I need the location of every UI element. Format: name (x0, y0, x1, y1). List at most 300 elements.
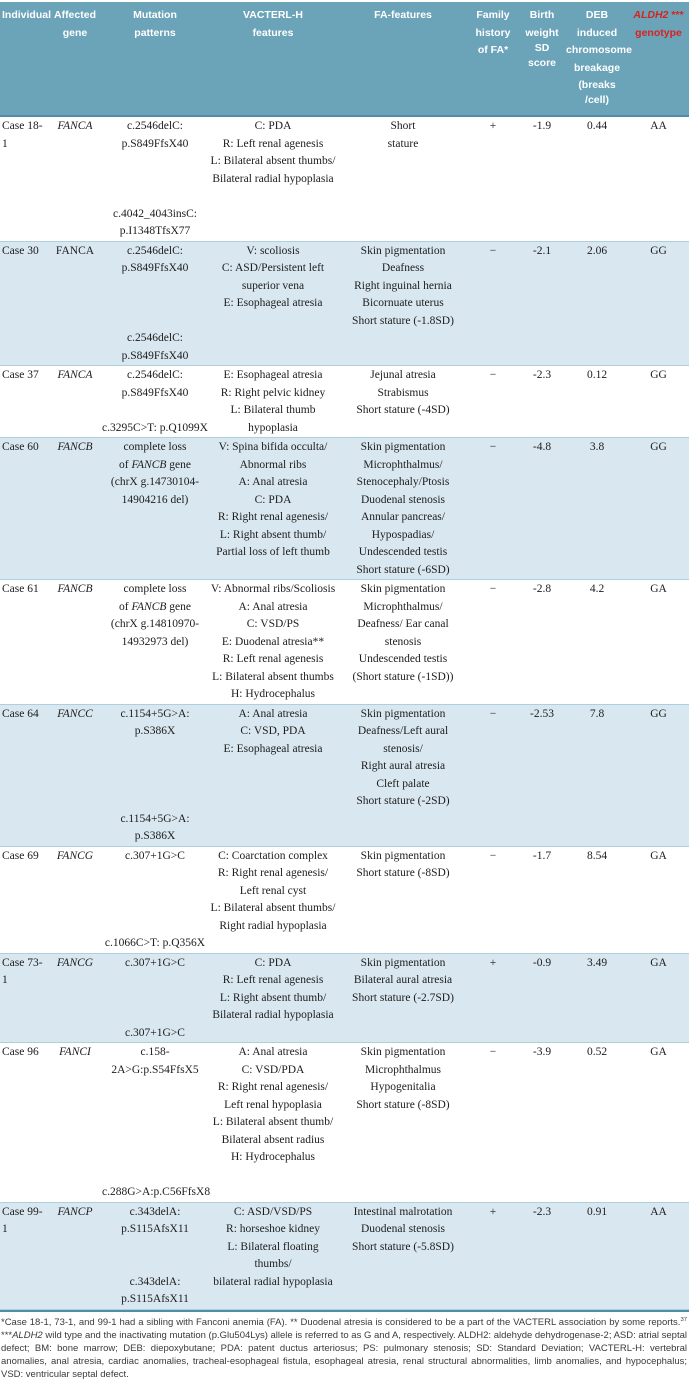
fa-features-line (338, 474, 468, 492)
text-segment: (chrX g.14730104-14904216 del) (110, 476, 200, 506)
table-row-case-37 (0, 366, 689, 438)
text-segment: C: PDA (254, 493, 292, 506)
vacterl-line (208, 1204, 338, 1222)
family-history-cell (468, 847, 518, 953)
fa-features-line (338, 1044, 468, 1062)
vacterl-line (208, 367, 338, 385)
deb-line (566, 848, 628, 866)
text-segment: c.1066C>T: p.Q356X (104, 937, 206, 949)
mutation-cell (102, 1043, 211, 1202)
text-segment: Case 69 (2, 849, 39, 862)
spacer-line (102, 313, 208, 331)
mutation-line (102, 348, 208, 366)
fa-features-line (338, 793, 468, 811)
spacer-line (102, 918, 208, 936)
birth-weight-cell (518, 1043, 566, 1202)
fa-features-line (338, 972, 468, 990)
text-segment: GG (650, 369, 667, 381)
mutation-line (102, 223, 208, 241)
header-line (468, 26, 518, 44)
family-history-cell (468, 1043, 518, 1202)
aldh2-line (628, 955, 689, 973)
fa-features-line (338, 1079, 468, 1097)
table-row-case-73-1 (0, 954, 689, 1044)
text-segment: V: Abnormal ribs/Scoliosis (210, 583, 336, 595)
text-segment: c.2546delC: p.S849FfsX40 (121, 120, 189, 150)
table-row-case-96 (0, 1043, 689, 1203)
text-segment: A: Anal atresia (238, 600, 308, 613)
vacterl-line (208, 1079, 338, 1097)
text-segment: gene (166, 600, 191, 613)
text-segment: Deafness/Left aural stenosis/ (357, 725, 449, 755)
aldh2-cell (628, 847, 689, 953)
family-history-line (468, 1204, 518, 1222)
text-segment: c.4042_4043insC: (112, 207, 197, 220)
text-segment: L: Bilateral absent thumbs (212, 670, 334, 683)
vacterl-line (208, 118, 338, 136)
header-line (48, 8, 102, 26)
mutation-line (102, 439, 208, 457)
family-history-line (468, 367, 518, 385)
text-segment: -3.9 (532, 1046, 552, 1058)
spacer-line (102, 1007, 208, 1025)
fa-features-line (338, 581, 468, 599)
text-segment: GA (650, 1046, 667, 1058)
gene-cell (48, 1043, 102, 1202)
text-segment: Duodenal stenosis (360, 493, 445, 506)
text-segment: -2.1 (532, 244, 552, 257)
vacterl-line (208, 1114, 338, 1132)
spacer-line (102, 972, 208, 990)
text-segment: Deafness (381, 262, 425, 274)
vacterl-line (208, 1044, 338, 1062)
vacterl-line (208, 1007, 338, 1025)
text-segment: complete loss (123, 583, 187, 595)
header-line (628, 8, 689, 26)
text-segment: of (119, 600, 132, 613)
text-segment: L: Right absent thumb/ (219, 991, 327, 1004)
mutation-line (102, 848, 208, 866)
family-history-line (468, 581, 518, 599)
family-history-line (468, 439, 518, 457)
fa-features-line (338, 278, 468, 296)
header-line (102, 26, 208, 44)
header-line (566, 43, 632, 61)
family-history-cell (468, 580, 518, 704)
spacer-line (102, 402, 208, 420)
text-segment: -1.7 (532, 849, 552, 862)
mutation-line (102, 260, 208, 278)
text-segment: c.2546delC: (127, 369, 183, 381)
deb-line (566, 118, 628, 136)
text-segment: -2.8 (532, 583, 552, 595)
spacer-line (102, 1239, 208, 1257)
text-segment: (Short stature (-1SD)) (352, 670, 454, 683)
family-history-cell (468, 705, 518, 846)
birth-weight-cell (518, 705, 566, 846)
mutation-cell (102, 580, 208, 704)
aldh2-cell (628, 705, 689, 846)
text-segment: Deafness/ Ear canal stenosis (357, 618, 449, 648)
vacterl-line (208, 1274, 338, 1292)
header-aldh2 (628, 8, 689, 108)
text-segment: Right inguinal hernia (354, 279, 452, 292)
gene-cell (48, 705, 102, 846)
spacer-line (102, 776, 208, 794)
text-segment: Mutation (133, 9, 177, 21)
vacterl-line (208, 1239, 338, 1274)
text-segment: A: Anal atresia (238, 1046, 308, 1058)
vacterl-line (208, 1132, 338, 1150)
mutation-line (102, 616, 208, 651)
text-segment: GA (650, 849, 667, 862)
vacterl-cell (208, 117, 338, 241)
aldh2-cell (628, 438, 689, 579)
text-segment: L: Bilateral absent thumbs/ (210, 155, 336, 167)
text-segment: chromosome (566, 44, 632, 56)
text-segment: weight SD (525, 26, 559, 54)
header-deb (566, 8, 632, 108)
aldh2-line (628, 367, 689, 385)
case-id-cell (0, 366, 48, 437)
gene-line (48, 1044, 102, 1062)
vacterl-line (208, 1221, 338, 1239)
header-individual (0, 8, 52, 108)
fa-features-line (338, 1097, 468, 1115)
birth-weight-line (518, 439, 566, 457)
text-segment: L: Bilateral floating thumbs/ (227, 1240, 319, 1270)
fa-features-line (338, 955, 468, 973)
text-segment: c.307+1G>C (125, 849, 185, 862)
text-segment: 3.8 (589, 441, 605, 453)
aldh2-cell (628, 117, 689, 241)
fa-features-cell (338, 580, 468, 704)
text-segment: of (119, 458, 132, 471)
text-segment: Short stature (-2SD) (356, 795, 450, 807)
gene-cell (48, 117, 102, 241)
aldh2-line (628, 243, 689, 261)
header-line (518, 26, 566, 56)
fa-features-line (338, 136, 468, 154)
spacer-line (102, 900, 208, 918)
text-segment: Right aural atresia (360, 760, 446, 772)
text-segment: -2.53 (530, 707, 554, 720)
text-segment: Skin pigmentation (360, 583, 446, 595)
italic-text: FANCG (56, 849, 94, 862)
vacterl-line (208, 955, 338, 973)
table-body (0, 117, 689, 1312)
header-line (566, 61, 628, 79)
text-segment: 2.06 (586, 244, 608, 257)
mutation-line (102, 206, 208, 224)
fa-features-cell (338, 117, 468, 241)
vacterl-line (208, 260, 338, 295)
spacer-line (102, 278, 208, 296)
mutation-line (102, 955, 208, 973)
header-line (566, 78, 628, 108)
text-segment: Case 96 (2, 1046, 39, 1058)
fa-features-cell (338, 705, 468, 846)
fa-features-line (338, 865, 468, 883)
gene-cell (48, 580, 102, 704)
gene-cell (48, 847, 102, 953)
text-segment: Case 61 (2, 583, 39, 595)
header-line (628, 26, 689, 44)
text-segment: − (489, 441, 497, 453)
text-segment: Skin pigmentation (360, 244, 446, 257)
text-segment: patterns (134, 26, 176, 39)
italic-text: FANCG (56, 956, 94, 969)
case-id-line (2, 439, 48, 457)
fa-features-cell (338, 242, 468, 366)
vacterl-cell (208, 438, 338, 579)
header-family (468, 8, 518, 108)
vacterl-line (208, 295, 338, 313)
aldh2-line (628, 439, 689, 457)
vacterl-cell (208, 705, 338, 846)
fa-features-line (338, 295, 468, 313)
text-segment: E: Esophageal atresia (223, 297, 323, 309)
text-segment: Case 37 (2, 369, 39, 381)
birth-weight-cell (518, 117, 566, 241)
header-birth (518, 8, 566, 108)
text-segment: c.343delA: (129, 1275, 181, 1288)
birth-weight-cell (518, 1203, 566, 1309)
fa-features-line (338, 1239, 468, 1257)
text-segment: H: Hydrocephalus (231, 1151, 315, 1163)
text-segment: induced (576, 26, 618, 39)
family-history-cell (468, 954, 518, 1043)
birth-weight-line (518, 367, 566, 385)
text-segment: C: ASD/VSD/PS (233, 1205, 313, 1218)
italic-text: ALDH2 (633, 9, 669, 21)
text-segment: p.S849FfsX40 (121, 349, 189, 362)
text-segment: GG (650, 441, 667, 453)
case-id-line (2, 581, 48, 599)
mutation-line (102, 1044, 208, 1079)
table-header-row (0, 2, 689, 117)
text-segment: Microphthalmus/ (363, 600, 443, 613)
spacer-line (102, 171, 208, 189)
vacterl-line (208, 972, 338, 990)
text-segment: Skin pigmentation (360, 956, 446, 969)
spacer-line (102, 883, 208, 901)
text-segment: -2.3 (532, 1205, 552, 1218)
aldh2-cell (628, 954, 689, 1043)
case-id-line (2, 118, 48, 153)
spacer-line (102, 990, 208, 1008)
vacterl-cell (208, 580, 338, 704)
text-segment: C: VSD/PDA (241, 1063, 305, 1076)
mutation-line (102, 420, 208, 438)
text-segment: C: Coarctation complex (218, 849, 328, 862)
fa-features-cell (338, 366, 468, 437)
birth-weight-cell (518, 438, 566, 579)
text-segment: Bicornuate uterus (362, 297, 444, 309)
text-segment: Short (390, 120, 416, 132)
text-segment: gene (166, 458, 191, 471)
fa-features-line (338, 385, 468, 403)
gene-line (48, 581, 102, 599)
text-segment: -1.9 (532, 120, 552, 132)
header-vacterl (208, 8, 338, 108)
fa-features-cell (338, 1203, 468, 1309)
italic-text: FANCB (131, 600, 167, 613)
fa-features-line (338, 509, 468, 527)
gene-line (48, 118, 102, 136)
text-segment: Case 73-1 (2, 956, 43, 986)
footnote (0, 1312, 689, 1388)
italic-text: FANCP (57, 1205, 93, 1218)
deb-cell (566, 1043, 628, 1202)
text-segment: Case 99-1 (2, 1205, 43, 1235)
spacer-line (102, 188, 208, 206)
aldh2-line (628, 1044, 689, 1062)
text-segment: R: horseshoe kidney (226, 1223, 320, 1235)
italic-text: ALDH2 (12, 1329, 43, 1341)
deb-line (566, 706, 628, 724)
deb-cell (566, 117, 628, 241)
text-segment: Left renal cyst (239, 884, 307, 897)
text-segment: Microphthalmus/ (363, 458, 443, 471)
italic-text: FANCC (57, 707, 93, 720)
mutation-line (102, 1291, 208, 1309)
vacterl-line (208, 651, 338, 669)
text-segment: Skin pigmentation (360, 707, 446, 720)
vacterl-line (208, 153, 338, 171)
text-segment: Undescended testis (358, 546, 448, 558)
text-segment: Abnormal ribs (239, 458, 307, 471)
text-segment: L: Bilateral thumb hypoplasia (230, 404, 316, 434)
text-segment: Intestinal malrotation (353, 1205, 453, 1218)
aldh2-cell (628, 242, 689, 366)
family-history-line (468, 1044, 518, 1062)
text-segment: Case 64 (2, 707, 39, 720)
deb-line (566, 439, 628, 457)
text-segment: Annular pancreas/ (361, 511, 445, 523)
text-segment: DEB (585, 9, 609, 21)
gene-cell (48, 366, 102, 437)
case-id-line (2, 1204, 48, 1239)
vacterl-line (208, 634, 338, 652)
text-segment: Hypospadias/ (371, 528, 435, 541)
case-id-cell (0, 242, 48, 366)
text-segment: VACTERL-H (243, 9, 303, 21)
birth-weight-line (518, 243, 566, 261)
text-segment: 0.91 (586, 1205, 608, 1218)
case-id-cell (0, 1203, 48, 1309)
text-segment: C: PDA (254, 956, 292, 969)
fa-features-line (338, 1221, 468, 1239)
birth-weight-cell (518, 580, 566, 704)
mutation-line (102, 118, 208, 153)
vacterl-line (208, 439, 338, 457)
table-row-case-64 (0, 705, 689, 847)
vacterl-line (208, 581, 338, 599)
spacer-line (102, 295, 208, 313)
fa-features-cell (338, 438, 468, 579)
text-segment: bilateral radial hypoplasia (213, 1275, 333, 1288)
vacterl-line (208, 918, 338, 936)
text-segment: AA (650, 1205, 667, 1218)
text-segment: R: Left renal agenesis (222, 653, 324, 665)
text-segment: L: Bilateral absent thumbs/ (210, 902, 336, 914)
text-segment: Short stature (-2.7SD) (352, 991, 454, 1004)
text-segment: Skin pigmentation (360, 849, 446, 862)
text-segment: p.I1348TfsX77 (119, 225, 191, 237)
mutation-cell (102, 1203, 208, 1309)
text-segment: AA (650, 120, 667, 132)
family-history-cell (468, 366, 518, 437)
vacterl-line (208, 990, 338, 1008)
text-segment: C: VSD/PS (246, 618, 300, 630)
fa-features-line (338, 1062, 468, 1080)
header-line (208, 8, 338, 26)
vacterl-cell (208, 242, 338, 366)
text-segment: Duodenal stenosis (360, 1223, 445, 1235)
fa-features-line (338, 723, 468, 758)
mutation-line (102, 935, 208, 953)
fa-features-line (338, 492, 468, 510)
case-id-cell (0, 580, 48, 704)
fa-features-line (338, 562, 468, 580)
text-segment: c.3295C>T: p.Q1099X (102, 421, 208, 434)
vacterl-line (208, 1097, 338, 1115)
aldh2-line (628, 118, 689, 136)
gene-cell (48, 438, 102, 579)
text-segment: Individual (2, 9, 52, 21)
text-segment: (breaks /cell) (578, 79, 616, 106)
spacer-line (102, 1097, 208, 1115)
table-row-case-99-1 (0, 1203, 689, 1310)
text-segment: Case 18-1 (2, 120, 43, 150)
italic-text: FANCB (57, 441, 93, 453)
gene-cell (48, 242, 102, 366)
header-fa (338, 8, 468, 108)
vacterl-line (208, 509, 338, 527)
text-segment: R: Right renal agenesis/ (217, 867, 329, 879)
text-segment: H: Hydrocephalus (231, 688, 315, 700)
table-row-case-61 (0, 580, 689, 705)
vacterl-cell (208, 1043, 338, 1202)
mutation-line (102, 1184, 211, 1202)
fa-features-cell (338, 954, 468, 1043)
text-segment: c.1154+5G>A: p.S386X (120, 812, 190, 842)
deb-line (566, 243, 628, 261)
text-segment: Family (476, 9, 510, 21)
fa-features-line (338, 599, 468, 617)
table-row-case-30 (0, 242, 689, 367)
aldh2-line (628, 706, 689, 724)
case-id-cell (0, 847, 48, 953)
case-id-cell (0, 1043, 48, 1202)
vacterl-line (208, 599, 338, 617)
deb-cell (566, 847, 628, 953)
fa-features-line (338, 616, 468, 651)
text-segment: 0.12 (586, 369, 608, 381)
text-segment: *Case 18-1, 73-1, and 99-1 had a sibling with Fanconi anemia (FA). ** Duodenal atresia is considered to be a part of the VACTERL association by some reports. (1, 1316, 681, 1328)
aldh2-line (628, 1204, 689, 1222)
text-segment: Skin pigmentation (360, 1046, 446, 1058)
text-segment: Case 30 (2, 244, 39, 257)
gene-line (48, 706, 102, 724)
text-segment: + (489, 120, 497, 132)
text-segment: GG (650, 707, 667, 720)
text-segment: Stenocephaly/Ptosis (356, 476, 450, 488)
text-segment: -0.9 (532, 956, 552, 969)
text-segment: wild type and the inactivating mutation (p.Glu504Lys) allele is referred to as G and A, respectively. ALDH2: aldehyde dehydrogenase-2; ASD: atrial septal defect; BM: bone marrow; DEB: diepoxybutane; PDA: patent ductus arteriosus; PS: pulmonary stenosis; SD: Standard Deviation; VACTERL-H: vertebral anomalies, anal atresia, cardiac anomalies, tracheal-esophageal fistula, esophageal atresia, renal structural abnormalities, limb anomalies, and hypocephalus; VSD: ventricular septal defect. (1, 1329, 687, 1381)
deb-line (566, 955, 628, 973)
